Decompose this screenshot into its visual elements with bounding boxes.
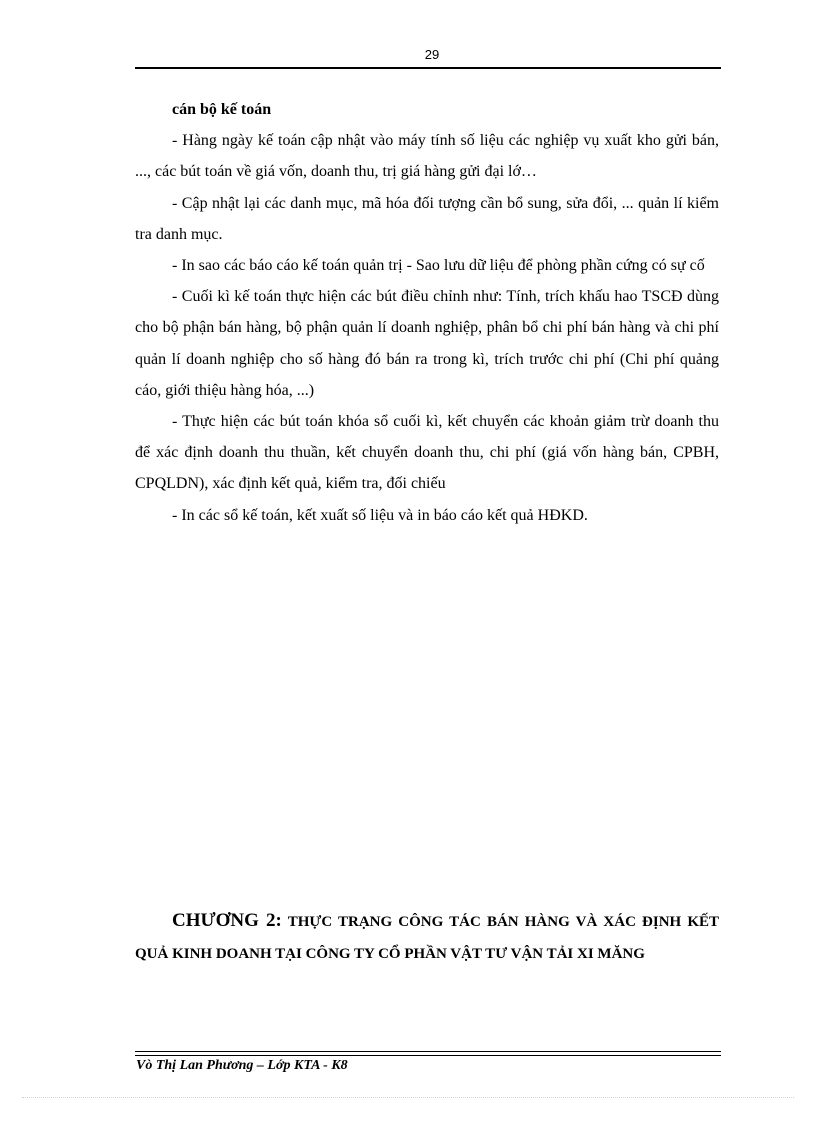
footer-author: Vò Thị Lan Phương – Lớp KTA - K8 (136, 1058, 348, 1073)
paragraph: - Hàng ngày kế toán cập nhật vào máy tính số liệu các nghiệp vụ xuất kho gửi bán, ..., các bút toán về giá vốn, doanh thu, trị giá hàng gửi đại lớ… (135, 132, 719, 181)
footer-rule (135, 1051, 721, 1056)
chapter-number: CHƯƠNG 2: (172, 910, 282, 931)
chapter-heading (135, 905, 719, 970)
paragraph: - Cập nhật lại các danh mục, mã hóa đối tượng cần bổ sung, sửa đổi, ... quản lí kiểm tra danh mục. (135, 194, 719, 243)
page-edge (22, 1097, 794, 1098)
paragraph: - In sao các báo cáo kế toán quản trị - Sao lưu dữ liệu để phòng phần cứng có sự cố (172, 257, 705, 275)
header-rule (135, 67, 721, 69)
section-lead: cán bộ kế toán (172, 101, 272, 118)
page-number: 29 (424, 47, 440, 62)
chapter-title: THỰC TRẠNG CÔNG TÁC BÁN HÀNG VÀ XÁC ĐỊNH KẾT QUẢ KINH DOANH TẠI CÔNG TY CỔ PHẦN VẬT TƯ VẬN TẢI XI MĂNG (135, 914, 719, 962)
paragraph: - Cuối kì kế toán thực hiện các bút điều chỉnh như: Tính, trích khấu hao TSCĐ dùng cho bộ phận bán hàng, bộ phận quản lí doanh nghiệp, phân bổ chi phí bán hàng và chi phí quản lí doanh nghiệp cho số hàng đó bán ra trong kì, trích trước chi phí (Chi phí quảng cáo, giới thiệu hàng hóa, ...) (135, 288, 719, 399)
paragraph: - In các sổ kế toán, kết xuất số liệu và in báo cáo kết quả HĐKD. (172, 506, 588, 524)
paragraph: - Thực hiện các bút toán khóa sổ cuối kì, kết chuyển các khoản giảm trừ doanh thu để xác định doanh thu thuần, kết chuyển doanh thu, chi phí (giá vốn hàng bán, CPBH, CPQLDN), xác định kết quả, kiểm tra, đối chiếu (135, 413, 719, 493)
body-text (135, 94, 719, 531)
